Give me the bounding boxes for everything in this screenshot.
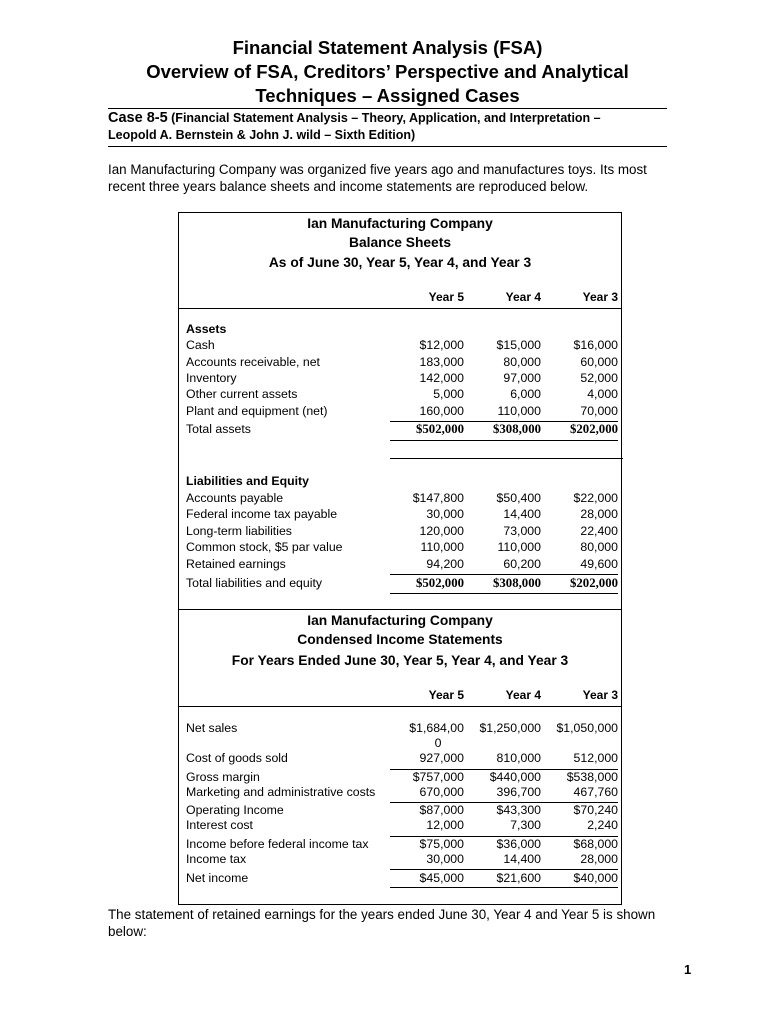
total-assets-row-value-year4: $308,000 bbox=[493, 422, 541, 436]
is-row-marketing-value-year4: 396,700 bbox=[496, 785, 541, 799]
liability-row-0-value-year5: $147,800 bbox=[412, 491, 464, 505]
is-row-cogs-value-year5: 927,000 bbox=[419, 751, 464, 765]
is-rule-net-top bbox=[390, 869, 618, 870]
intro-paragraph bbox=[108, 161, 683, 195]
asset-row-4-value-year5: 160,000 bbox=[419, 404, 464, 418]
asset-row-3-value-year3: 4,000 bbox=[587, 387, 618, 401]
intro-line-2: recent three years balance sheets and income statements are reproduced below. bbox=[108, 179, 589, 194]
asset-row-1 bbox=[179, 355, 621, 372]
is-row-operating-income-value-year3: $70,240 bbox=[573, 803, 618, 817]
total-assets-row-value-year3: $202,000 bbox=[570, 422, 618, 436]
closing-paragraph bbox=[108, 906, 683, 940]
is-col-year4: Year 4 bbox=[505, 688, 541, 702]
asset-row-0-value-year5: $12,000 bbox=[419, 338, 464, 352]
is-row-net-sales-label: Net sales bbox=[186, 721, 238, 735]
liability-row-2-value-year4: 73,000 bbox=[503, 524, 541, 538]
asset-row-2-value-year4: 97,000 bbox=[503, 371, 541, 385]
liability-row-3-value-year3: 80,000 bbox=[580, 540, 618, 554]
is-rule-pretax bbox=[390, 836, 618, 837]
is-row-net-sales-value-year4: $1,250,000 bbox=[479, 721, 541, 735]
liab-total-rule bbox=[390, 593, 618, 594]
is-row-interest bbox=[179, 818, 621, 835]
liability-row-4-value-year4: 60,200 bbox=[503, 557, 541, 571]
is-rule-net-bottom bbox=[390, 887, 618, 888]
assets-total-rule bbox=[390, 440, 618, 441]
total-liabilities-row-label: Total liabilities and equity bbox=[186, 576, 323, 590]
is-row-net-sales-value-year3: $1,050,000 bbox=[556, 721, 618, 735]
bs-col-year4: Year 4 bbox=[505, 290, 541, 304]
case-number: Case 8-5 bbox=[108, 110, 168, 126]
is-row-net-income-value-year3: $40,000 bbox=[573, 871, 618, 885]
is-col-year3: Year 3 bbox=[582, 688, 618, 702]
is-row-interest-value-year4: 7,300 bbox=[510, 818, 541, 832]
liability-row-1 bbox=[179, 507, 621, 524]
page-number: 1 bbox=[684, 962, 692, 977]
liability-row-1-value-year5: 30,000 bbox=[426, 507, 464, 521]
asset-row-2-value-year3: 52,000 bbox=[580, 371, 618, 385]
asset-row-0-value-year3: $16,000 bbox=[573, 338, 618, 352]
liabilities-heading: Liabilities and Equity bbox=[186, 474, 309, 488]
is-row-net-income-value-year5: $45,000 bbox=[419, 871, 464, 885]
liability-row-4-value-year3: 49,600 bbox=[580, 557, 618, 571]
header-rule-bottom bbox=[108, 146, 667, 147]
total-assets-row bbox=[179, 422, 621, 439]
is-row-pretax-value-year5: $75,000 bbox=[419, 837, 464, 851]
is-title-period: For Years Ended June 30, Year 5, Year 4, and Year 3 bbox=[231, 653, 569, 668]
bs-title-company: Ian Manufacturing Company bbox=[307, 216, 493, 231]
is-row-tax bbox=[179, 852, 621, 869]
is-row-marketing bbox=[179, 785, 621, 802]
is-row-cogs-value-year4: 810,000 bbox=[496, 751, 541, 765]
total-liabilities-row-value-year5: $502,000 bbox=[416, 576, 464, 590]
is-title-statement: Condensed Income Statements bbox=[297, 632, 503, 647]
net-sales-wrap-digit: 0 bbox=[434, 736, 442, 750]
is-row-operating-income-label: Operating Income bbox=[186, 803, 284, 817]
header-title-3: Techniques – Assigned Cases bbox=[255, 85, 520, 106]
header-title-1: Financial Statement Analysis (FSA) bbox=[232, 37, 543, 58]
asset-row-2-label: Inventory bbox=[186, 371, 237, 385]
liability-row-3-label: Common stock, $5 par value bbox=[186, 540, 343, 554]
asset-row-1-value-year3: 60,000 bbox=[580, 355, 618, 369]
asset-row-4 bbox=[179, 404, 621, 421]
liability-row-4-value-year5: 94,200 bbox=[426, 557, 464, 571]
asset-row-3-value-year4: 6,000 bbox=[510, 387, 541, 401]
header-rule-top bbox=[108, 108, 667, 109]
is-row-tax-value-year3: 28,000 bbox=[580, 852, 618, 866]
is-row-gross-margin-value-year4: $440,000 bbox=[489, 770, 541, 784]
is-row-cogs bbox=[179, 751, 621, 768]
document-header bbox=[108, 36, 667, 108]
asset-row-2 bbox=[179, 371, 621, 388]
bs-col-year3: Year 3 bbox=[582, 290, 618, 304]
liability-row-1-value-year4: 14,400 bbox=[503, 507, 541, 521]
asset-row-1-value-year5: 183,000 bbox=[419, 355, 464, 369]
bs-title-statement: Balance Sheets bbox=[349, 235, 451, 250]
is-row-interest-value-year3: 2,240 bbox=[587, 818, 618, 832]
liab-subtotal-rule bbox=[390, 574, 618, 575]
liability-row-2 bbox=[179, 524, 621, 541]
total-liabilities-row-value-year4: $308,000 bbox=[493, 576, 541, 590]
asset-row-3 bbox=[179, 387, 621, 404]
asset-row-1-value-year4: 80,000 bbox=[503, 355, 541, 369]
is-row-cogs-label: Cost of goods sold bbox=[186, 751, 288, 765]
is-col-year5: Year 5 bbox=[428, 688, 464, 702]
case-heading bbox=[108, 110, 667, 144]
closing-line-2: below: bbox=[108, 924, 147, 939]
total-liabilities-row bbox=[179, 576, 621, 593]
bs-title-date: As of June 30, Year 5, Year 4, and Year 3 bbox=[268, 255, 532, 270]
is-row-net-sales-value-year5: $1,684,00 bbox=[409, 721, 464, 735]
total-assets-row-value-year5: $502,000 bbox=[416, 422, 464, 436]
liability-row-0-value-year4: $50,400 bbox=[496, 491, 541, 505]
income-statement-table bbox=[178, 609, 622, 905]
is-rule-gross bbox=[390, 769, 618, 770]
is-header-rule bbox=[179, 706, 621, 707]
asset-row-3-label: Other current assets bbox=[186, 387, 298, 401]
case-subtitle-a: (Financial Statement Analysis – Theory, Application, and Interpretation – bbox=[171, 111, 601, 125]
assets-section-rule bbox=[390, 458, 623, 459]
liability-row-0-label: Accounts payable bbox=[186, 491, 284, 505]
is-row-pretax-value-year3: $68,000 bbox=[573, 837, 618, 851]
is-rule-operating bbox=[390, 802, 618, 803]
bs-col-year5: Year 5 bbox=[428, 290, 464, 304]
is-row-tax-value-year4: 14,400 bbox=[503, 852, 541, 866]
is-row-tax-value-year5: 30,000 bbox=[426, 852, 464, 866]
is-row-gross-margin-value-year3: $538,000 bbox=[566, 770, 618, 784]
is-row-marketing-value-year5: 670,000 bbox=[419, 785, 464, 799]
is-row-net-income-value-year4: $21,600 bbox=[496, 871, 541, 885]
bs-header-rule bbox=[179, 308, 621, 309]
is-row-marketing-label: Marketing and administrative costs bbox=[186, 785, 376, 799]
asset-row-4-label: Plant and equipment (net) bbox=[186, 404, 328, 418]
is-row-pretax-label: Income before federal income tax bbox=[186, 837, 369, 851]
liability-row-0-value-year3: $22,000 bbox=[573, 491, 618, 505]
is-row-operating-income-value-year4: $43,300 bbox=[496, 803, 541, 817]
is-row-cogs-value-year3: 512,000 bbox=[573, 751, 618, 765]
is-row-pretax-value-year4: $36,000 bbox=[496, 837, 541, 851]
net-sales-wrap-row bbox=[179, 736, 621, 753]
liability-row-2-label: Long-term liabilities bbox=[186, 524, 292, 538]
balance-sheet-table bbox=[178, 212, 622, 610]
liability-row-4 bbox=[179, 557, 621, 574]
is-row-gross-margin-value-year5: $757,000 bbox=[412, 770, 464, 784]
is-row-interest-label: Interest cost bbox=[186, 818, 253, 832]
asset-row-4-value-year3: 70,000 bbox=[580, 404, 618, 418]
closing-line-1: The statement of retained earnings for the years ended June 30, Year 4 and Year 5 is shown bbox=[108, 907, 656, 922]
liability-row-1-label: Federal income tax payable bbox=[186, 507, 338, 521]
liability-row-0 bbox=[179, 491, 621, 508]
liability-row-3 bbox=[179, 540, 621, 557]
asset-row-3-value-year5: 5,000 bbox=[433, 387, 464, 401]
liability-row-2-value-year5: 120,000 bbox=[419, 524, 464, 538]
liability-row-1-value-year3: 28,000 bbox=[580, 507, 618, 521]
liability-row-2-value-year3: 22,400 bbox=[580, 524, 618, 538]
is-row-net-income bbox=[179, 871, 621, 888]
asset-row-4-value-year4: 110,000 bbox=[497, 404, 541, 418]
is-row-marketing-value-year3: 467,760 bbox=[573, 785, 618, 799]
liability-row-4-label: Retained earnings bbox=[186, 557, 286, 571]
is-row-gross-margin-label: Gross margin bbox=[186, 770, 260, 784]
asset-row-0-value-year4: $15,000 bbox=[496, 338, 541, 352]
header-title-2: Overview of FSA, Creditors’ Perspective and Analytical bbox=[146, 61, 629, 82]
liability-row-3-value-year5: 110,000 bbox=[420, 540, 464, 554]
asset-row-0-label: Cash bbox=[186, 338, 215, 352]
liability-row-3-value-year4: 110,000 bbox=[497, 540, 541, 554]
is-row-operating-income-value-year5: $87,000 bbox=[419, 803, 464, 817]
is-row-tax-label: Income tax bbox=[186, 852, 247, 866]
is-row-interest-value-year5: 12,000 bbox=[426, 818, 464, 832]
is-title-company: Ian Manufacturing Company bbox=[307, 613, 493, 628]
asset-row-2-value-year5: 142,000 bbox=[419, 371, 464, 385]
total-liabilities-row-value-year3: $202,000 bbox=[570, 576, 618, 590]
case-subtitle-b: Leopold A. Bernstein & John J. wild – Sixth Edition) bbox=[108, 128, 416, 142]
asset-row-1-label: Accounts receivable, net bbox=[186, 355, 320, 369]
intro-line-1: Ian Manufacturing Company was organized five years ago and manufactures toys. Its most bbox=[108, 162, 647, 177]
assets-heading: Assets bbox=[186, 322, 227, 336]
asset-row-0 bbox=[179, 338, 621, 355]
total-assets-row-label: Total assets bbox=[186, 422, 251, 436]
is-row-net-income-label: Net income bbox=[186, 871, 249, 885]
